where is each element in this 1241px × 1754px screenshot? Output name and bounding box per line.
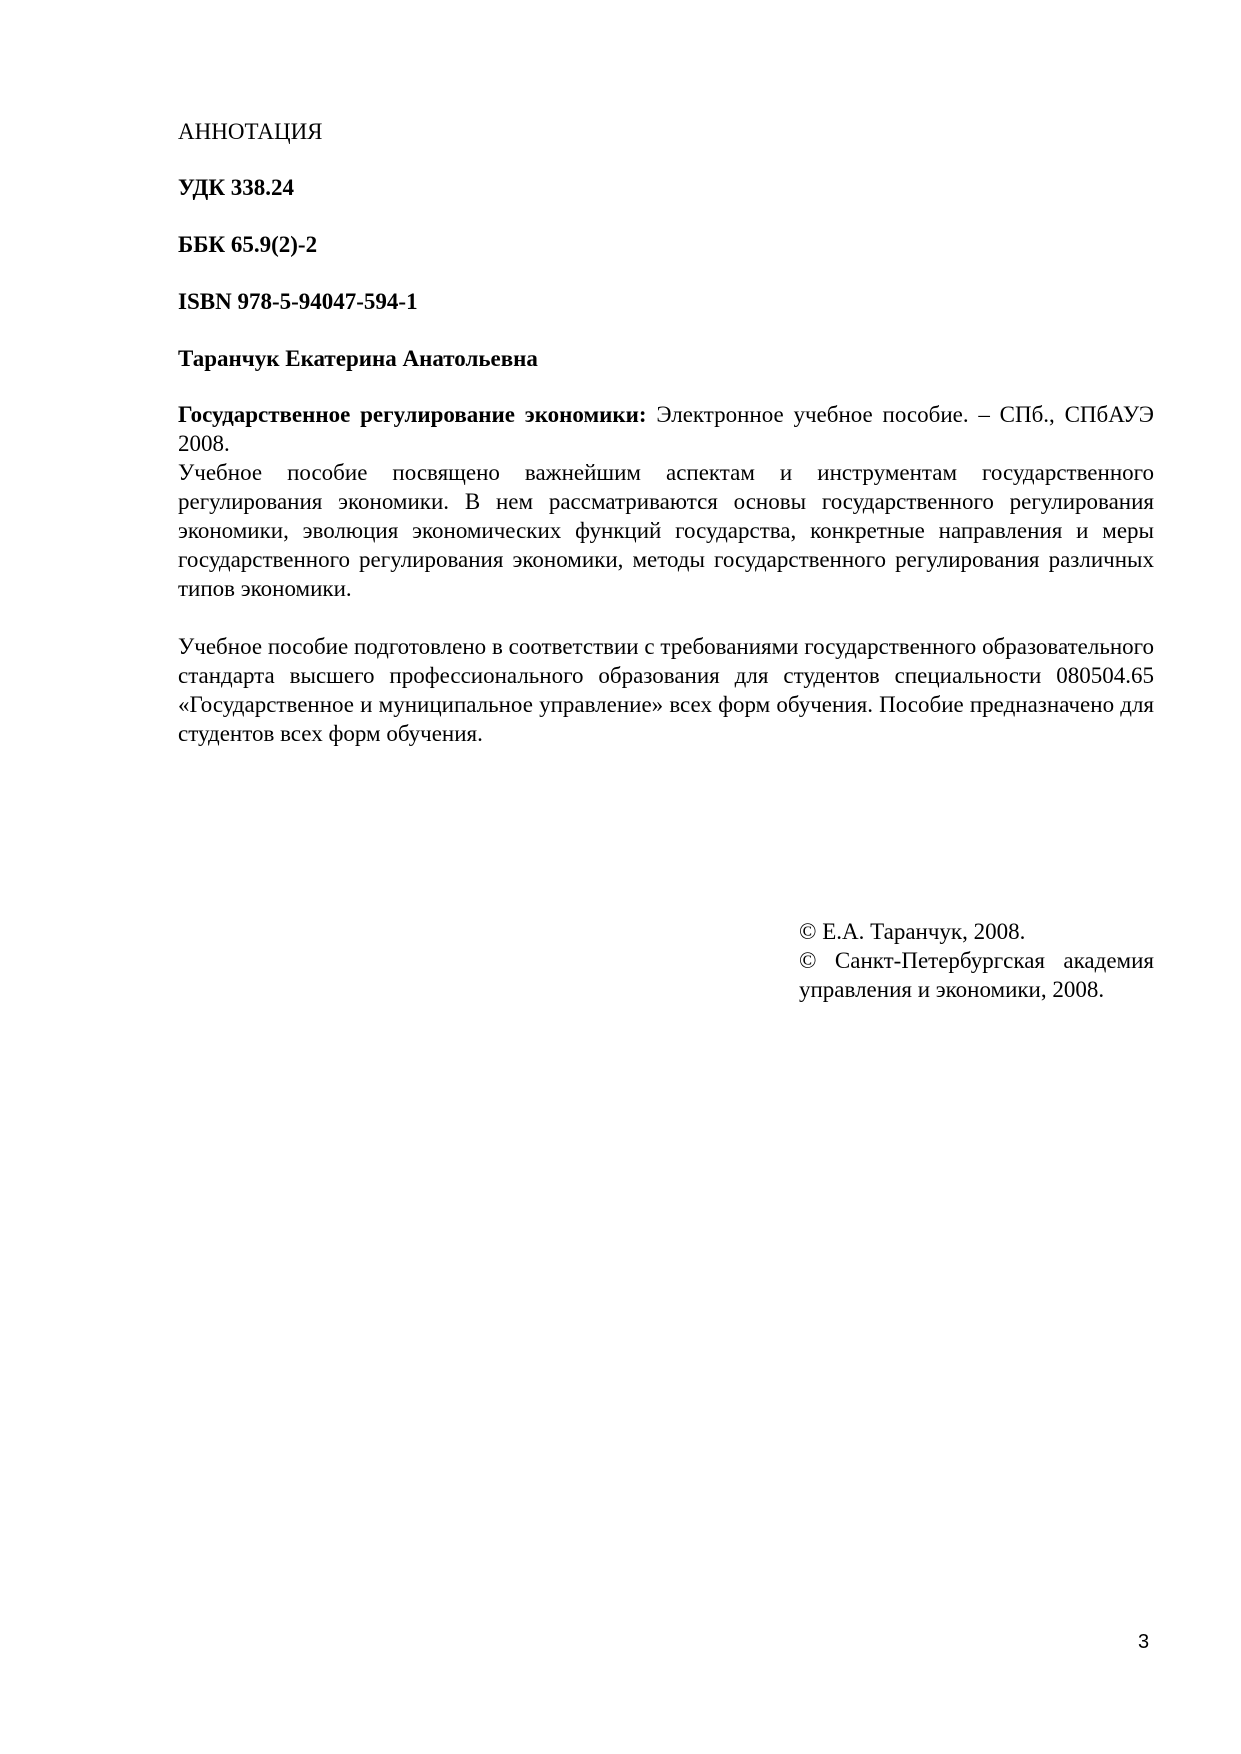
isbn-code: ISBN 978-5-94047-594-1 bbox=[178, 289, 418, 314]
copyright-block bbox=[799, 917, 1154, 1004]
description-paragraph: Учебное пособие посвящено важнейшим аспектам и инструментам государственного регулирования экономики. В нем рассматриваются основы государственного регулирования экономики, эволюция экономических функций государства, конкретные направления и меры государственного регулирования экономики, методы государственного регулирования различных типов экономики. bbox=[178, 460, 1154, 601]
annotation-heading: АННОТАЦИЯ bbox=[178, 119, 323, 144]
citation-block bbox=[178, 400, 1154, 458]
book-publication-info: Электронное учебное пособие. – СПб., СПбАУЭ 2008. bbox=[178, 402, 1154, 456]
author-name: Таранчук Екатерина Анатольевна bbox=[178, 346, 538, 371]
standard-paragraph: Учебное пособие подготовлено в соответствии с требованиями государственного образовательного стандарта высшего профессионального образования для студентов специальности 080504.65 «Государственное и муниципальное управление» всех форм обучения. Пособие предназначено для студентов всех форм обучения. bbox=[178, 634, 1154, 746]
book-title: Государственное регулирование экономики: bbox=[178, 402, 647, 427]
bbk-code: ББК 65.9(2)-2 bbox=[178, 232, 318, 257]
udk-code: УДК 338.24 bbox=[178, 175, 295, 200]
copyright-author: © Е.А. Таранчук, 2008. bbox=[799, 919, 1026, 944]
copyright-academy: © Санкт-Петербургская академия управления и экономики, 2008. bbox=[799, 948, 1154, 1002]
page-number: 3 bbox=[1138, 1631, 1150, 1653]
